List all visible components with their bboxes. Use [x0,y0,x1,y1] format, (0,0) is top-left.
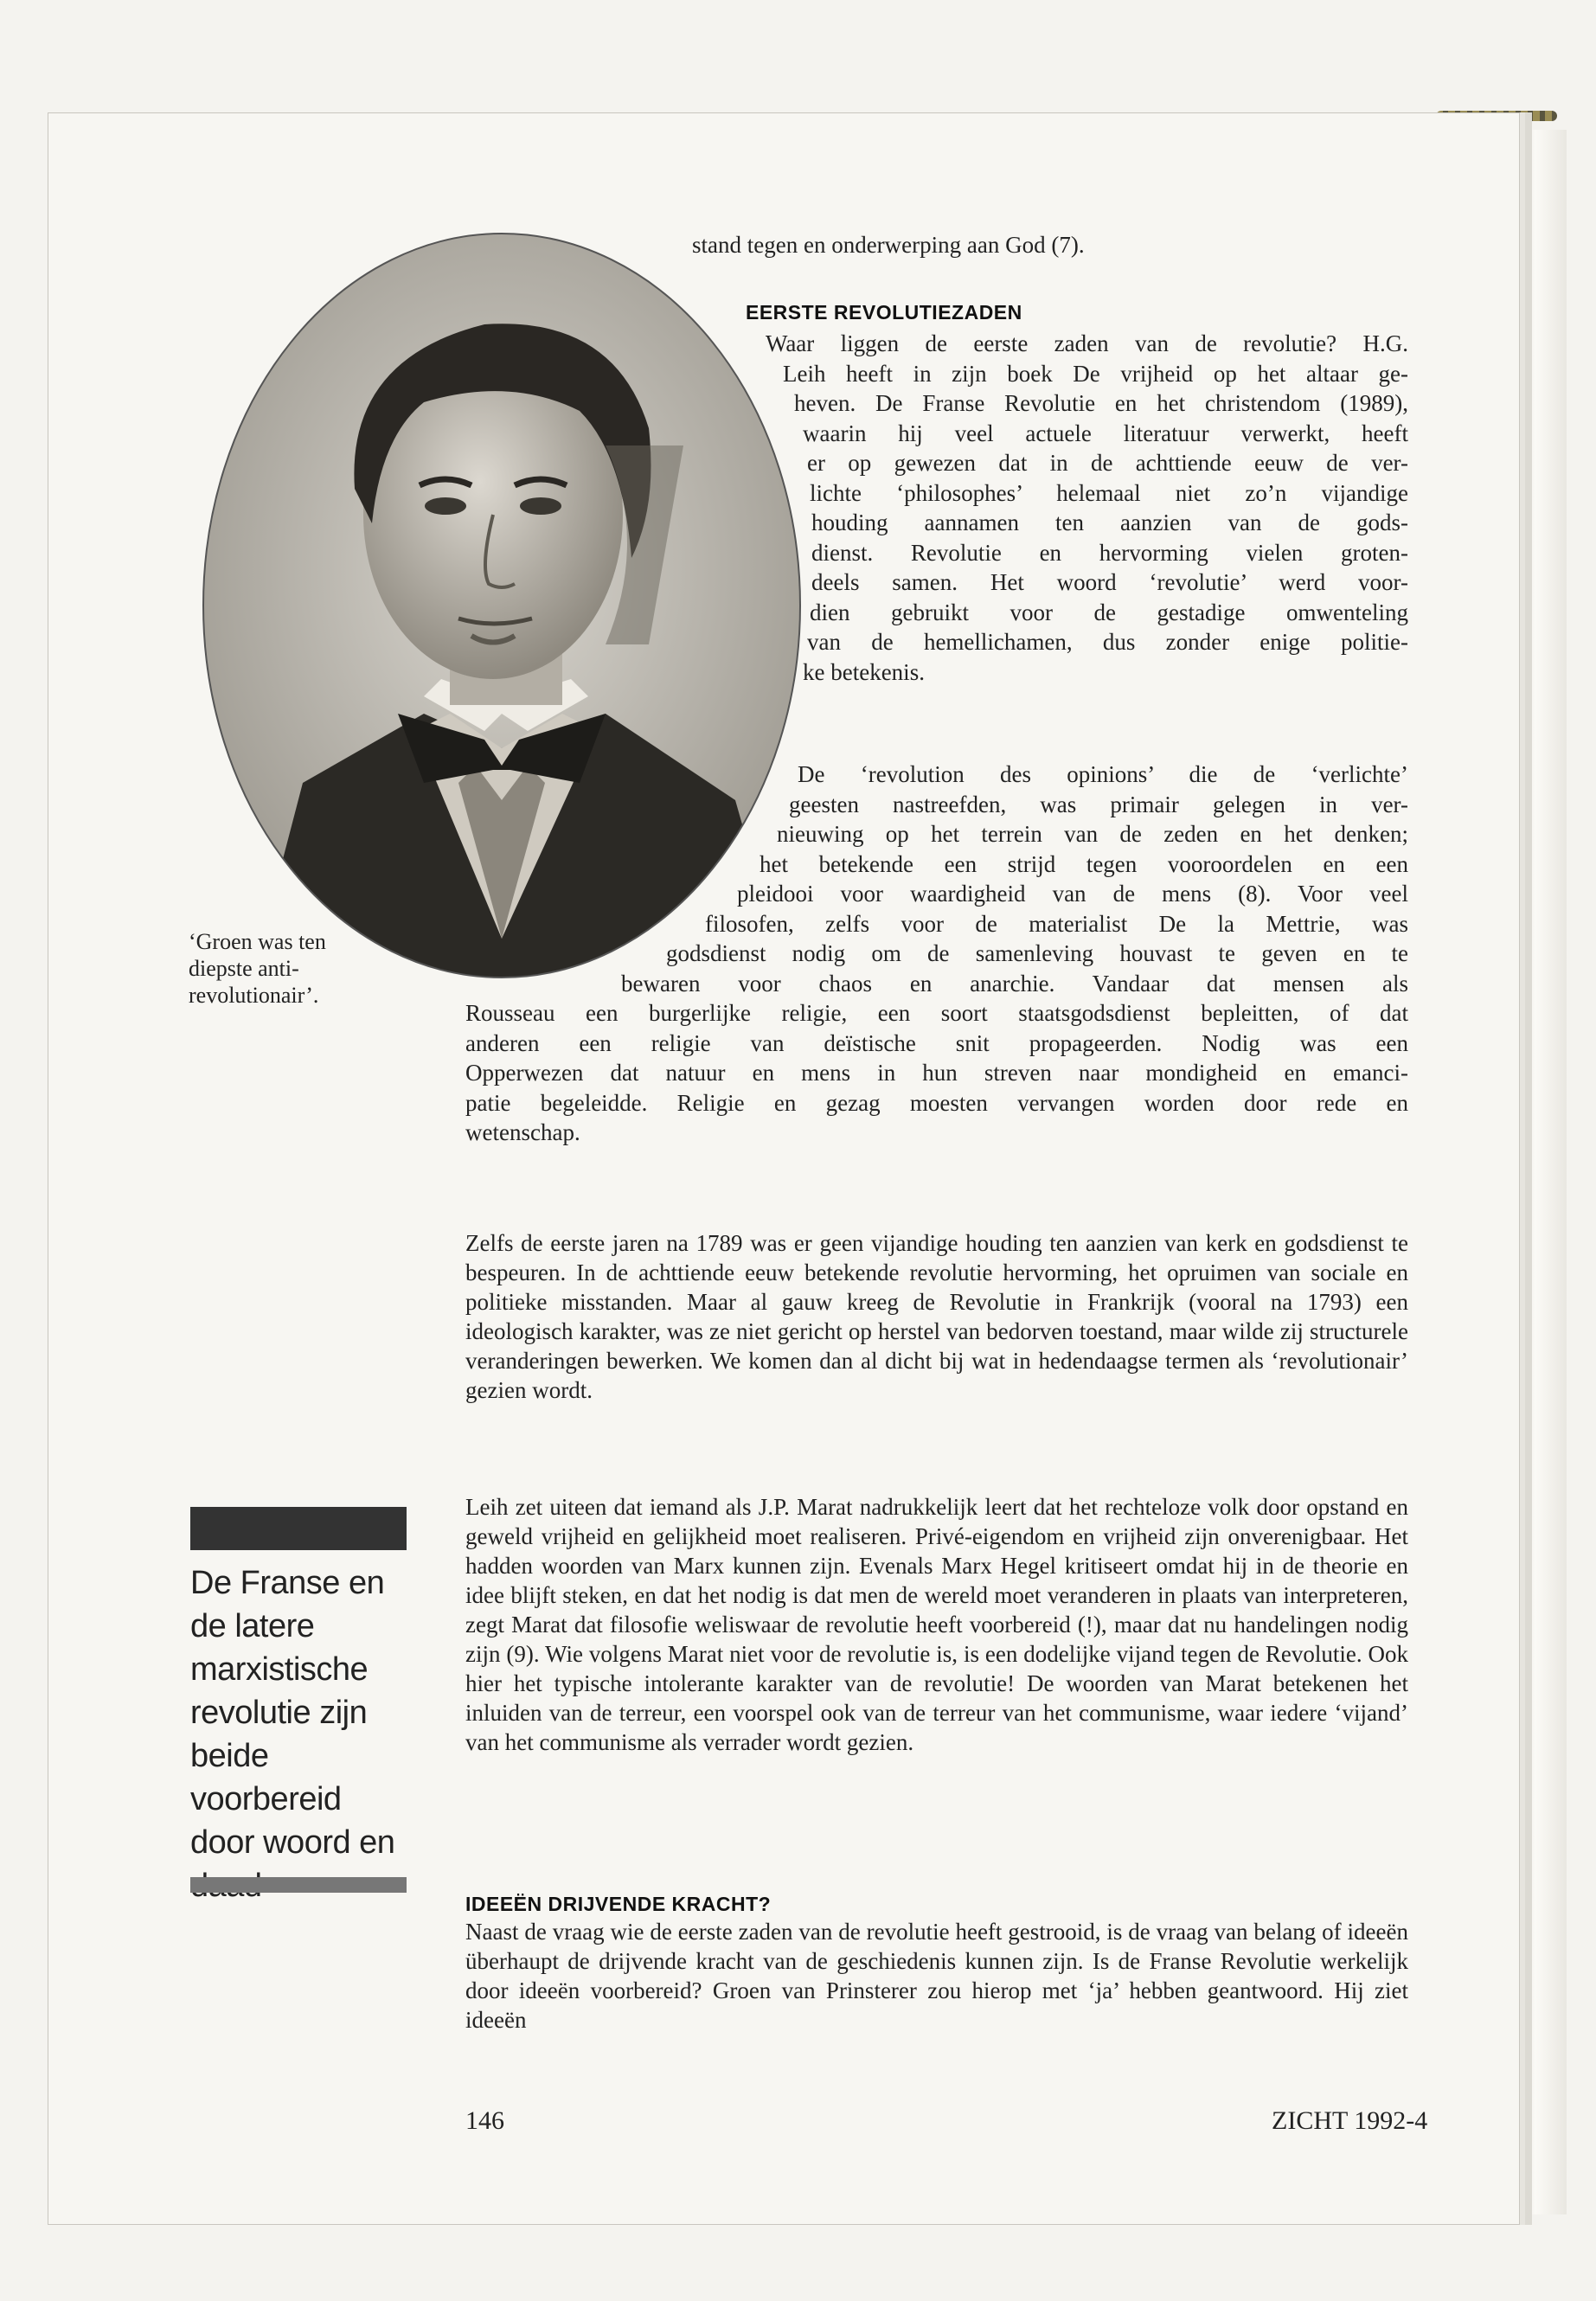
continuation-line: stand tegen en onderwerping aan God (7). [692,232,1085,258]
section-1-line: Leih heeft in zijn boek De vrijheid op het altaar ge- [783,360,1408,387]
section-1-line: er op gewezen dat in de achttiende eeuw de ver- [807,450,1408,476]
section-heading-ideeen-drijvende-kracht: IDEEËN DRIJVENDE KRACHT? [465,1893,772,1915]
pull-quote-top-bar [190,1507,407,1550]
section-1-line: Waar liggen de eerste zaden van de revolutie? H.G. [766,330,1408,356]
journal-issue: ZICHT 1992-4 [1272,2106,1428,2135]
section-1-line: van de hemellichamen, dus zonder enige politie- [807,629,1408,655]
paragraph-2-line: godsdienst nodig om de samenleving houvast te geven en te [666,940,1408,966]
paragraph-2-line: patie begeleidde. Religie en gezag moesten vervangen worden door rede en [465,1089,1408,1116]
pull-quote: De Franse en de latere marxistische revolutie zijn beide voorbereid door woord en [190,1565,395,1861]
paragraph-2-line: anderen een religie van deïstische snit propageerden. Nodig was een [465,1029,1408,1056]
pull-quote-bottom-bar [190,1877,407,1893]
section-1-line: ke betekenis. [803,658,925,685]
paragraph-2-line: Rousseau een burgerlijke religie, een soort staatsgodsdienst bepleitten, of dat [465,1000,1408,1026]
paragraph-2-line: geesten nastreefden, was primair gelegen in ver- [789,791,1408,817]
section-1-line: dien gebruikt voor de gestadige omwenteling [810,599,1408,625]
section-1-line: houding aannamen ten aanzien van de gods- [811,510,1408,535]
page-number: 146 [465,2106,504,2135]
portrait-image [199,229,804,982]
paragraph-2-line: het betekende een strijd tegen vooroordelen en een [760,850,1408,877]
section-heading-eerste-revolutiezaden: EERSTE REVOLUTIEZADEN [746,301,1022,324]
paragraph-2-line: pleidooi voor waardigheid van de mens (8). Voor veel [737,881,1408,907]
paragraph-4: Leih zet uiteen dat iemand als J.P. Marat nadrukkelijk leert dat het rechteloze volk door opstand en geweld vrijheid en gelijkheid moet realiseren. Privé-eigendom en vrijheid zijn onverenigbaar. Het hadden woorden van Marx kunnen zijn. Evenals Marx Hegel kritiseert omdat hij in de theorie en idee blijft steken, en dat het nodig is dat men de wereld moet veranderen in plaats van interpreteren, zegt Marat dat filosofie weliswaar de revolutie heeft voorbereid (!), maar dat nu handelingen nodig zijn (9). Wie volgens Marat niet voor de revolutie is, is een dodelijke vijand tegen de Revolutie. Ook hier het typische intolerante karakter van de revolutie! De woorden van Marat betekenen het inluiden van de terreur, een voorspel ook van de terreur van het communisme, waar iedere ‘vijand’ van het communisme als verrader wordt gezien. [465,1494,1408,1755]
section-1-line: lichte ‘philosophes’ helemaal niet zo’n vijandige [810,479,1408,506]
paragraph-2-line: bewaren voor chaos en anarchie. Vandaar dat mensen als [621,970,1408,997]
paragraph-2-line: filosofen, zelfs voor de materialist De la Mettrie, was [705,910,1408,937]
section-1-line: dienst. Revolutie en hervorming vielen groten- [811,539,1408,566]
paragraph-2-line: De ‘revolution des opinions’ die de ‘verlichte’ [798,761,1408,787]
portrait-caption: ‘Groen was ten diepste anti-revolutionair’. [189,929,326,1008]
section-1-line: waarin hij veel actuele literatuur verwerkt, heeft [803,420,1408,446]
paragraph-2-line: Opperwezen dat natuur en mens in hun streven naar mondigheid en emanci- [465,1060,1408,1086]
section-1-line: deels samen. Het woord ‘revolutie’ werd voor- [811,569,1408,595]
paragraph-2-line: wetenschap. [465,1119,580,1145]
paragraph-3: Zelfs de eerste jaren na 1789 was er geen vijandige houding ten aanzien van kerk en godsdienst te bespeuren. In de achttiende eeuw betekende revolutie hervorming, het opruimen van sociale en politieke misstanden. Maar al gauw kreeg de Revolutie in Frankrijk (vooral na 1793) een ideologisch karakter, was ze niet gericht op herstel van bedorven toestand, maar wilde zij structurele veranderingen bewerken. We komen dan al dicht bij wat in hedendaagse termen als ‘revolutionair’ gezien wordt. [465,1230,1408,1403]
page-stack-edge [1514,130,1567,2214]
paragraph-2-line: nieuwing op het terrein van de zeden en het denken; [777,821,1408,847]
section-2-text: Naast de vraag wie de eerste zaden van de revolutie heeft gestrooid, is de vraag van belang of ideeën überhaupt de drijvende kracht van de geschiedenis kunnen zijn. Is de Franse Revolutie werkelijk door ideeën voorbereid? Groen van Prinsterer zou hierop met ‘ja’ hebben geantwoord. Hij ziet ideeën [465,1919,1408,2033]
section-1-line: heven. De Franse Revolutie en het christendom (1989), [794,390,1408,416]
